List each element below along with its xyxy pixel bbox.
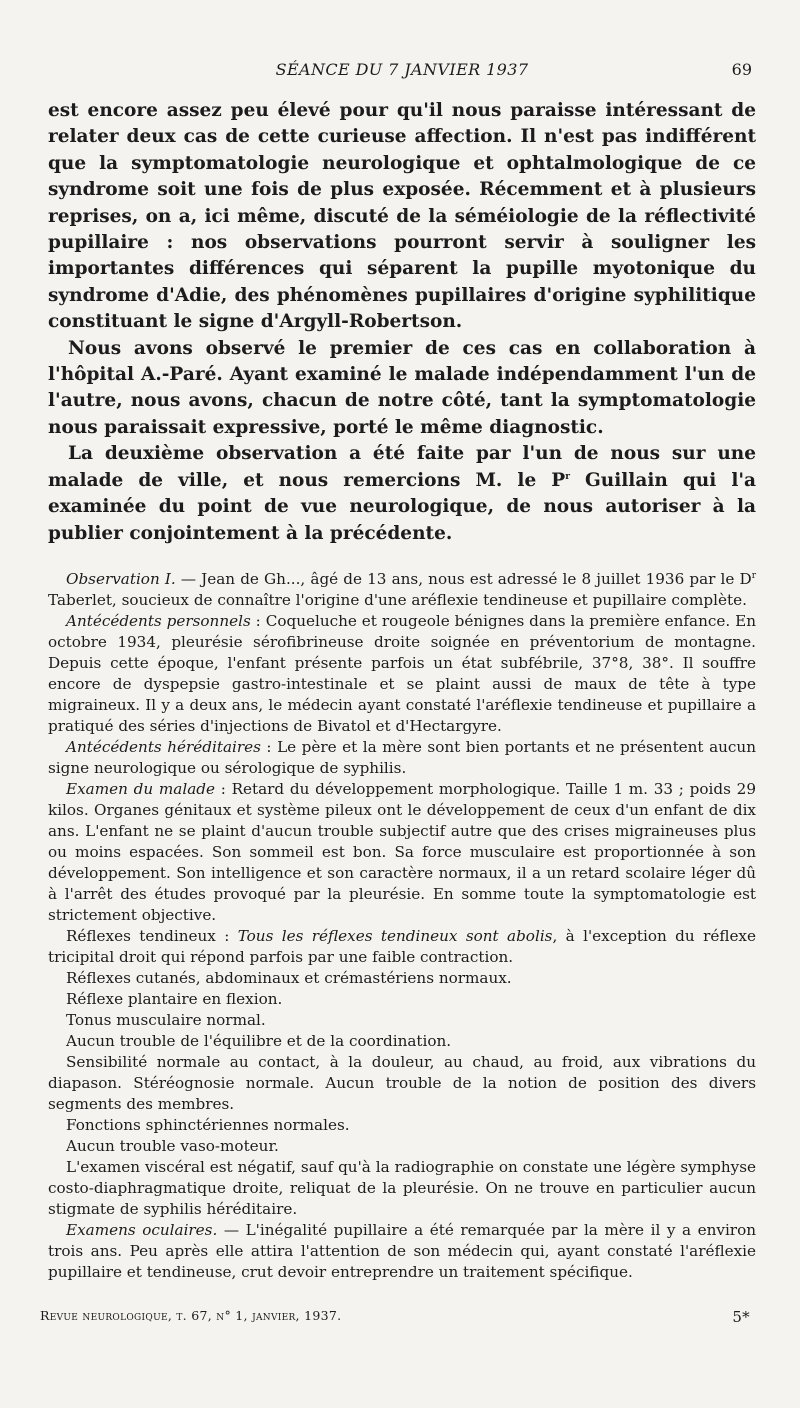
paragraph: Antécédents personnels : Coqueluche et rougeole bénignes dans la première enfance. En octobre 1934, pleurésie sérofibrineuse droite soignée en préventorium de montagne. Depuis cette époque, l'enfant présente parfois un état subfébrile, 37°8, 38°. Il souffre encore de dyspepsie gastro-intestinale et se plaint aussi de maux de tête à type migraineux. Il y a deux ans, le médecin ayant constaté l'aréflexie tendineuse et pupillaire a pratiqué des séries d'injections de Bivatol et d'Hectargyre. (48, 611, 756, 735)
intro-text (48, 98, 756, 547)
paragraph: est encore assez peu élevé pour qu'il nous paraisse intéressant de relater deux cas de cette curieuse affection. Il n'est pas indifférent que la symptomatologie neurologique et ophtalmologique de ce syndrome soit une fois de plus exposée. Récemment et à plusieurs reprises, on a, ici même, discuté de la séméiologie de la réflectivité pupillaire : nos observations pourront servir à souligner les importantes différences qui séparent la pupille myotonique du syndrome d'Adie, des phénomènes pupillaires d'origine syphilitique constituant le signe d'Argyll-Robertson. (48, 100, 756, 333)
page (48, 60, 756, 1283)
paragraph: Fonctions sphinctériennes normales. (66, 1115, 350, 1134)
running-header (48, 60, 756, 86)
paragraph: Nous avons observé le premier de ces cas en collaboration à l'hôpital A.-Paré. Ayant examiné le malade indépendamment l'un de l'autre, nous avons, chacun de notre côté, tant la symptomatologie nous paraissait expressive, porté le même diagnostic. (48, 337, 756, 438)
signature-mark: 5* (732, 1308, 750, 1326)
paragraph: L'examen viscéral est négatif, sauf qu'à la radiographie on constate une légère symphyse costo-diaphragmatique droite, reliquat de la pleurésie. On ne trouve en particulier aucun stigmate de syphilis héréditaire. (48, 1157, 756, 1218)
paragraph: La deuxième observation a été faite par l'un de nous sur une malade de ville, et nous remercions M. le $P^r$ Guillain qui l'a examinée du point de vue neurologique, de nous autoriser à la publier conjointement à la précédente. (48, 443, 756, 544)
page-footer (40, 1308, 750, 1326)
page-number: 69 (731, 60, 752, 79)
paragraph: Sensibilité normale au contact, à la douleur, au chaud, au froid, aux vibrations du diapason. Stéréognosie normale. Aucun trouble de la notion de position des divers segments des membres. (48, 1052, 756, 1113)
paragraph: Aucun trouble de l'équilibre et de la coordination. (66, 1031, 452, 1050)
paragraph: Antécédents héréditaires : Le père et la mère sont bien portants et ne présentent aucun signe neurologique ou sérologique de syphilis. (48, 737, 756, 777)
paragraph: Réflexes cutanés, abdominaux et crémastériens normaux. (66, 968, 512, 987)
observation-heading-paragraph: Observation I. — Jean de Gh..., âgé de 13 ans, nous est adressé le 8 juillet 1936 par le $D^r$ Taberlet, soucieux de connaître l'origine d'une aréflexie tendineuse et pupillaire complète. (48, 569, 756, 609)
section-label: Examens oculaires. (66, 1220, 218, 1239)
paragraph: Tonus musculaire normal. (66, 1010, 266, 1029)
section-label: Examen du malade (66, 779, 215, 798)
observation-section (48, 569, 756, 1283)
journal-reference: Revue neurologique, t. 67, n° 1, janvier, 1937. (40, 1308, 342, 1323)
paragraph: Réflexes tendineux : Tous les réflexes tendineux sont abolis, à l'exception du réflexe tricipital droit qui répond parfois par une faible contraction. (48, 926, 756, 966)
paragraph: Aucun trouble vaso-moteur. (66, 1136, 279, 1155)
paragraph: Examen du malade : Retard du développement morphologique. Taille 1 m. 33 ; poids 29 kilos. Organes génitaux et système pileux ont le développement de ceux d'un enfant de dix ans. L'enfant ne se plaint d'aucun trouble subjectif autre que des crises migraineuses plus ou moins espacées. Son sommeil est bon. Sa force musculaire est proportionnée à son développement. Son intelligence et son caractère normaux, il a un retard scolaire léger dû à l'arrêt des études provoqué par la pleurésie. En somme toute la symptomatologie est strictement objective. (48, 779, 756, 924)
section-label: Antécédents héréditaires (66, 737, 261, 756)
section-label: Antécédents personnels (66, 611, 251, 630)
paragraph: Examens oculaires. — L'inégalité pupillaire a été remarquée par la mère il y a environ trois ans. Peu après elle attira l'attention de son médecin qui, ayant constaté l'aréflexie pupillaire et tendineuse, crut devoir entreprendre un traitement spécifique. (48, 1220, 756, 1281)
paragraph: Réflexe plantaire en flexion. (66, 989, 283, 1008)
running-title: SÉANCE DU 7 JANVIER 1937 (275, 60, 529, 79)
observation-label: Observation I. (66, 569, 176, 588)
